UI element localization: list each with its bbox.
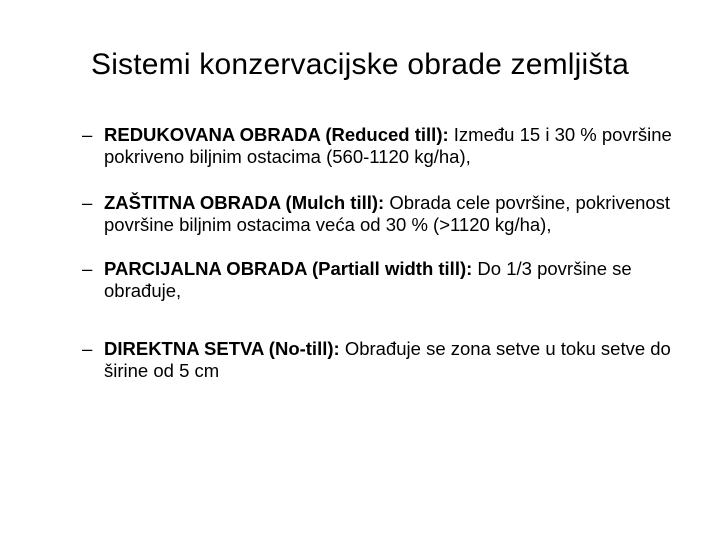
bullet-item-partial-width-till [82, 258, 692, 302]
bullet-term: REDUKOVANA OBRADA (Reduced till): [104, 124, 449, 145]
bullet-dash-icon: – [82, 338, 93, 359]
bullet-term: PARCIJALNA OBRADA (Partiall width till): [104, 258, 473, 279]
bullet-text: Obrađuje se zona setve u toku setve do širine od 5 cm [104, 338, 671, 381]
slide-title: Sistemi konzervacijske obrade zemljišta [90, 48, 629, 81]
bullet-item-mulch-till [82, 192, 692, 236]
bullet-dash-icon: – [82, 258, 93, 279]
bullet-list [82, 124, 692, 382]
bullet-term: ZAŠTITNA OBRADA (Mulch till): [104, 192, 385, 213]
bullet-term: DIREKTNA SETVA (No-till): [104, 338, 340, 359]
bullet-item-no-till [82, 338, 692, 382]
bullet-text: Do 1/3 površine se obrađuje, [104, 258, 632, 301]
bullet-item-reduced-till [82, 124, 692, 168]
bullet-text: Između 15 i 30 % površine pokriveno biljnim ostacima (560-1120 kg/ha), [104, 124, 672, 167]
bullet-text: Obrada cele površine, pokrivenost površine biljnim ostacima veća od 30 % (>1120 kg/ha), [104, 192, 671, 235]
bullet-dash-icon: – [82, 124, 93, 145]
bullet-dash-icon: – [82, 192, 93, 213]
